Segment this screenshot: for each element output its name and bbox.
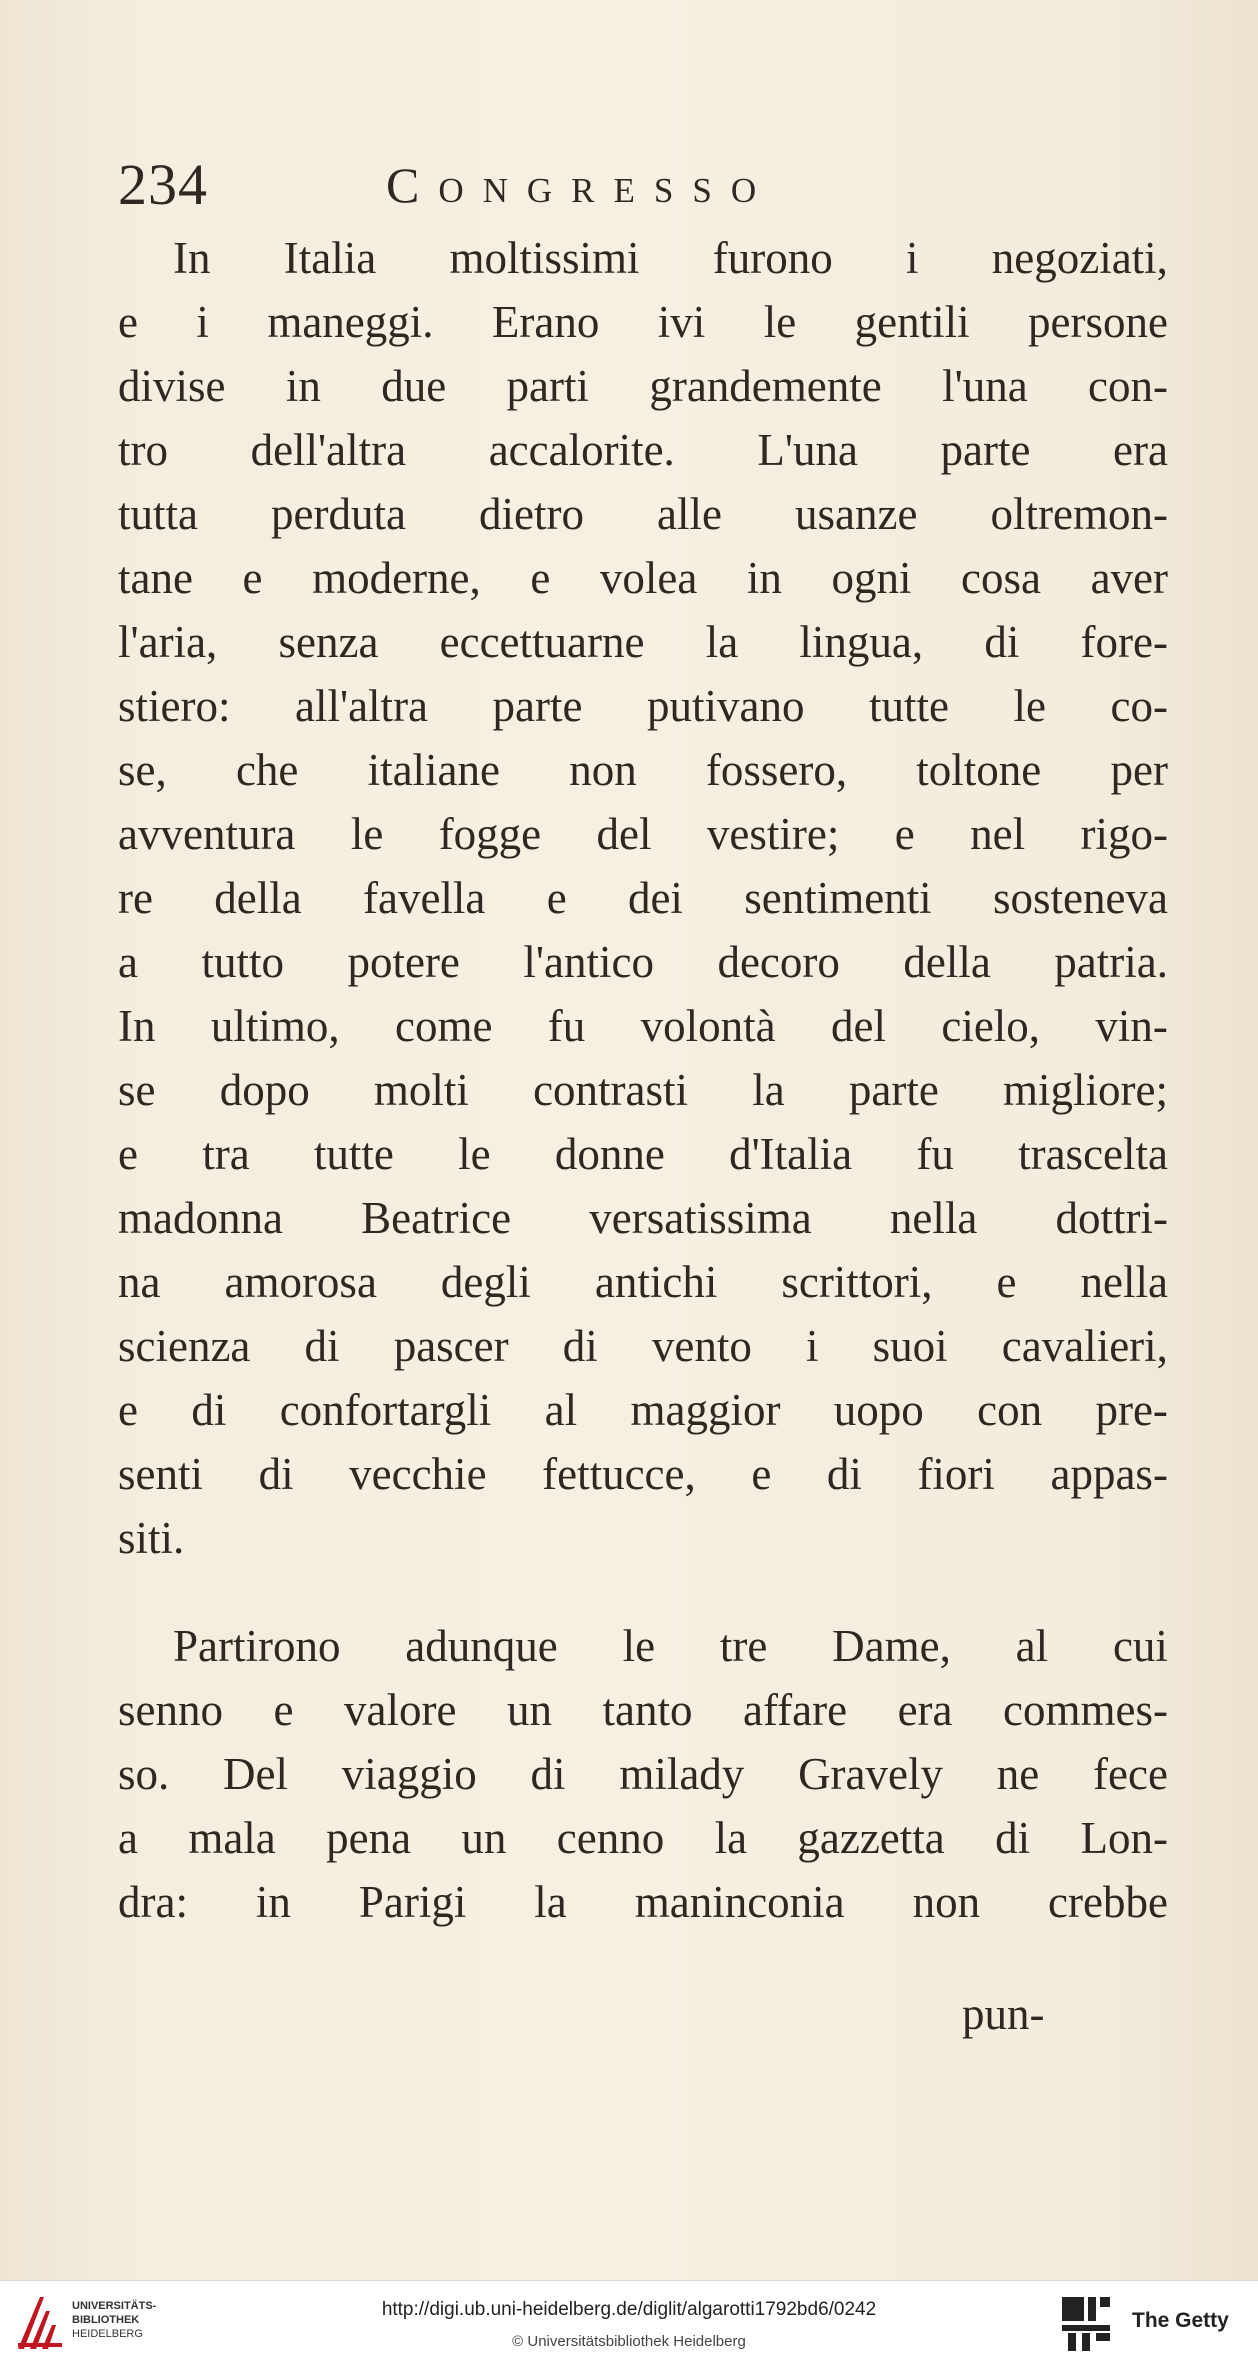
text-line: siti. [118, 1513, 185, 1563]
text-line: madonna Beatrice versatissima nella dottri- [118, 1193, 1168, 1243]
text-line: scienza di pascer di vento i suoi cavalieri, [118, 1321, 1168, 1371]
text-line: se, che italiane non fossero, toltone per [118, 745, 1168, 795]
running-head [118, 150, 1138, 220]
text-line: tro dell'altra accalorite. L'una parte era [118, 425, 1168, 475]
running-title: Congresso [386, 157, 776, 213]
text-line: e tra tutte le donne d'Italia fu trascelta [118, 1129, 1168, 1179]
copyright-notice: © Universitätsbibliothek Heidelberg [512, 2333, 746, 2350]
text-line: a tutto potere l'antico decoro della patria. [118, 937, 1168, 987]
text-line: na amorosa degli antichi scrittori, e nella [118, 1257, 1168, 1307]
text-line: avventura le fogge del vestire; e nel rigo- [118, 809, 1168, 859]
text-line: l'aria, senza eccettuarne la lingua, di fore- [118, 617, 1168, 667]
getty-logo-icon [1060, 2295, 1112, 2353]
text-line: e di confortargli al maggior uopo con pre- [118, 1385, 1168, 1435]
catchword: pun- [962, 1989, 1045, 2039]
text-line: divise in due parti grandemente l'una con- [118, 361, 1168, 411]
text-line: tutta perduta dietro alle usanze oltremon- [118, 489, 1168, 539]
text-line: Partirono adunque le tre Dame, al cui [173, 1621, 1168, 1671]
text-line: se dopo molti contrasti la parte migliore; [118, 1065, 1168, 1115]
text-line: tane e moderne, e volea in ogni cosa aver [118, 553, 1168, 603]
text-line: e i maneggi. Erano ivi le gentili persone [118, 297, 1168, 347]
source-url-link[interactable]: http://digi.ub.uni-heidelberg.de/diglit/algarotti1792bd6/0242 [381, 2299, 877, 2320]
text-line: so. Del viaggio di milady Gravely ne fece [118, 1749, 1168, 1799]
text-line: a mala pena un cenno la gazzetta di Lon- [118, 1813, 1168, 1863]
body-text [118, 226, 1168, 1934]
text-line: re della favella e dei sentimenti sosteneva [118, 873, 1168, 923]
text-line: In ultimo, come fu volontà del cielo, vin- [118, 1001, 1168, 1051]
text-line: senti di vecchie fettucce, e di fiori appas- [118, 1449, 1168, 1499]
text-line: stiero: all'altra parte putivano tutte le co- [118, 681, 1168, 731]
text-line: In Italia moltissimi furono i negoziati, [173, 233, 1168, 283]
page-number: 234 [118, 152, 208, 217]
text-line: senno e valore un tanto affare era commes- [118, 1685, 1168, 1735]
library-name: UNIVERSITÄTS- BIBLIOTHEK HEIDELBERG [72, 2300, 157, 2340]
partner-name: The Getty [1132, 2309, 1229, 2332]
text-line: dra: in Parigi la maninconia non crebbe [118, 1877, 1168, 1927]
footer-bar [0, 2280, 1258, 2365]
